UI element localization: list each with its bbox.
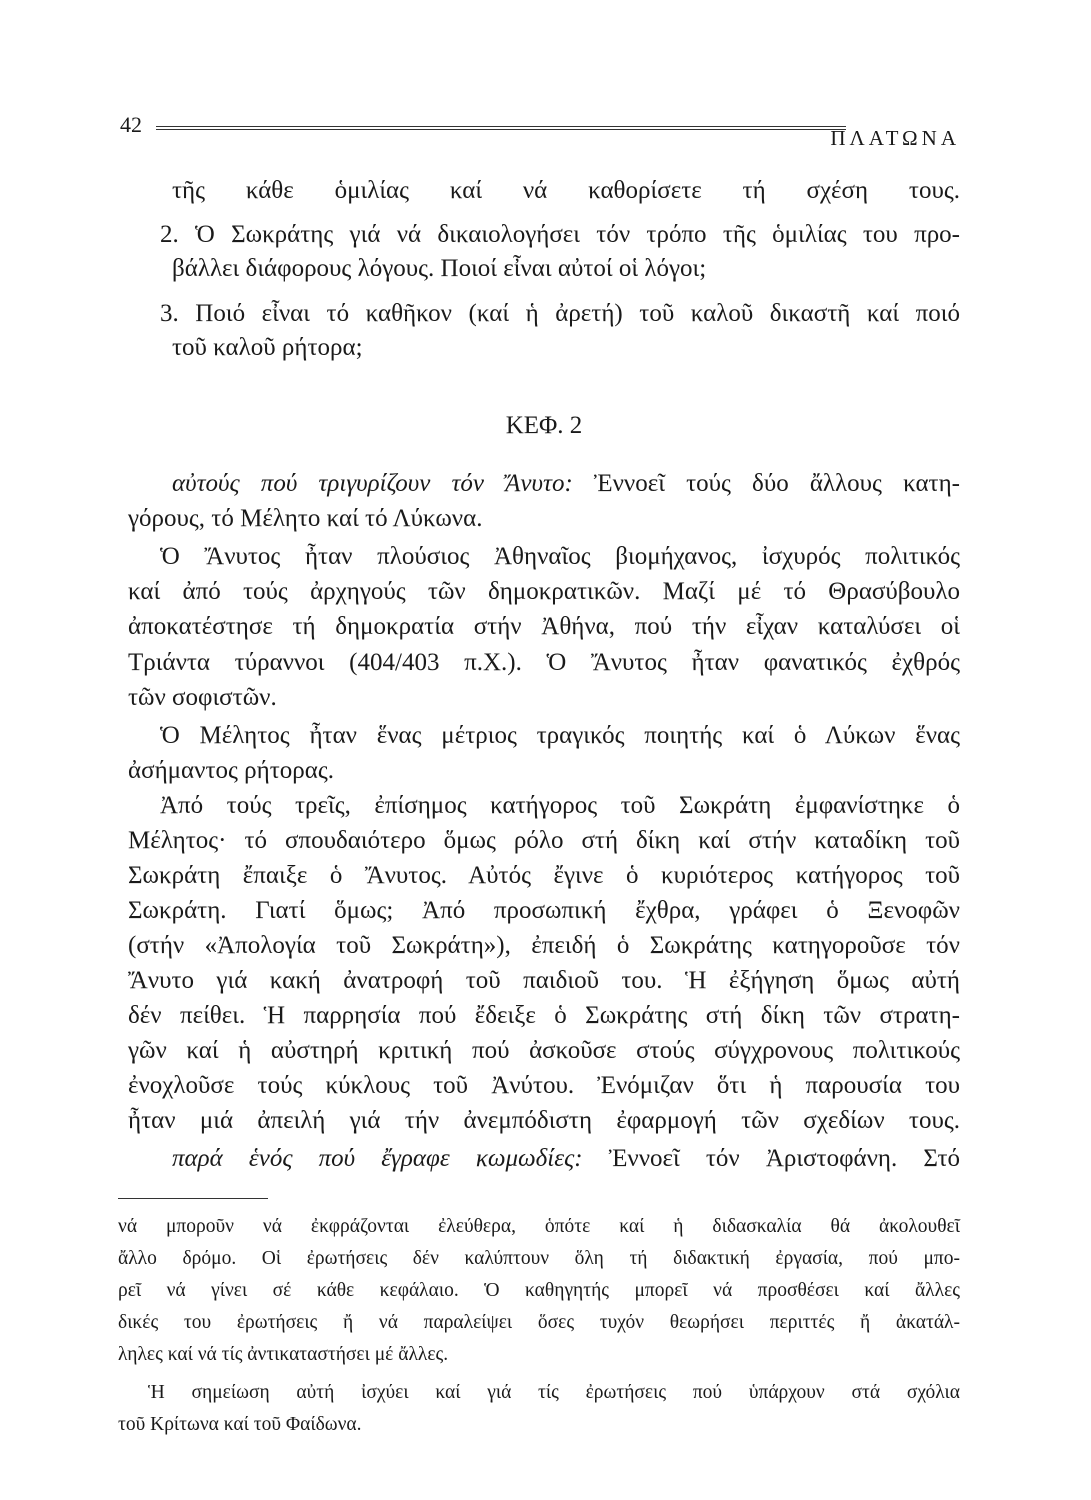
body-line: Σωκράτη. Γιατί ὅμως; Ἀπό προσωπική ἔχθρα, γράφει ὁ Ξενοφῶν	[128, 897, 960, 924]
body-line: ἀποκατέστησε τή δημοκρατία στήν Ἀθήνα, πού τήν εἶχαν καταλύσει οἱ	[128, 613, 960, 640]
footnote-line: Ἡ σημείωση αὐτή ἰσχύει καί γιά τίς ἐρωτήσεις πού ὑπάρχουν στά σχόλια	[148, 1382, 960, 1403]
footnote-line: τοῦ Κρίτωνα καί τοῦ Φαίδωνα.	[118, 1414, 362, 1435]
body-line: Τριάντα τύραννοι (404/403 π.Χ.). Ὁ Ἄνυτος ἦταν φανατικός ἐχθρός	[128, 649, 960, 676]
body-line: Ὁ Μέλητος ἦταν ἕνας μέτριος τραγικός ποιητής καί ὁ Λύκων ἕνας	[160, 722, 960, 749]
running-title: ΠΛΑΤΩΝΑ	[830, 126, 960, 150]
footnote-rule	[118, 1198, 268, 1199]
footnote-line: νά μποροῦν νά ἐκφράζονται ἐλεύθερα, ὁπότε καί ἡ διδασκαλία θά ἀκολουθεῖ	[118, 1216, 960, 1237]
body-line: Ἄνυτο γιά κακή ἀνατροφή τοῦ παιδιοῦ του. Ἡ ἐξήγηση ὅμως αὐτή	[128, 967, 960, 994]
body-line: δέν πείθει. Ἡ παρρησία πού ἔδειξε ὁ Σωκράτης στή δίκη τῶν στρατη-	[128, 1002, 960, 1029]
footnote-line: ἄλλο δρόμο. Οἱ ἐρωτήσεις δέν καλύπτουν ὅλη τή διδακτική ἐργασία, πού μπο-	[118, 1248, 960, 1269]
body-line: Ὁ Ἄνυτος ἦταν πλούσιος Ἀθηναῖος βιομήχανος, ἰσχυρός πολιτικός	[160, 543, 960, 570]
body-line: ἐνοχλοῦσε τούς κύκλους τοῦ Ἀνύτου. Ἐνόμιζαν ὅτι ἡ παρουσία του	[128, 1072, 960, 1099]
page-number: 42	[120, 112, 142, 137]
question-line: τῆς κάθε ὁμιλίας καί νά καθορίσετε τή σχέση τους.	[172, 177, 960, 204]
body-line: καί ἀπό τούς ἀρχηγούς τῶν δημοκρατικῶν. Μαζί μέ τό Θρασύβουλο	[128, 578, 960, 605]
lemma: αὐτούς πού τριγυρίζουν τόν Ἄνυτο:	[172, 470, 573, 497]
header-double-rule	[156, 126, 846, 132]
body-line: Σωκράτη ἔπαιξε ὁ Ἄνυτος. Αὐτός ἔγινε ὁ κυριότερος κατήγορος τοῦ	[128, 862, 960, 889]
lemma: παρά ἑνός πού ἔγραφε κωμωδίες:	[172, 1145, 583, 1172]
body-line: τῶν σοφιστῶν.	[128, 684, 277, 711]
body-line: (στήν «Ἀπολογία τοῦ Σωκράτη»), ἐπειδή ὁ Σωκράτης κατηγοροῦσε τόν	[128, 932, 960, 959]
body-line: ἀσήμαντος ρήτορας.	[128, 757, 334, 784]
body-line: παρά ἑνός πού ἔγραφε κωμωδίες: Ἐννοεῖ τόν Ἀριστοφάνη. Στό	[172, 1145, 961, 1172]
footnote-line: δικές του ἐρωτήσεις ἤ νά παραλείψει ὅσες τυχόν θεωρήσει περιττές ἤ ἀκατάλ-	[118, 1312, 960, 1333]
body-line: ἦταν μιά ἀπειλή γιά τήν ἀνεμπόδιστη ἐφαρμογή τῶν σχεδίων τους.	[128, 1107, 960, 1134]
question-line: τοῦ καλοῦ ρήτορα;	[172, 334, 363, 361]
question-line: βάλλει διάφορους λόγους. Ποιοί εἶναι αὐτοί οἱ λόγοι;	[172, 255, 707, 282]
question-line: 3. Ποιό εἶναι τό καθῆκον (καί ἡ ἀρετή) τοῦ καλοῦ δικαστῆ καί ποιό	[160, 300, 960, 327]
body-line: γόρους, τό Μέλητο καί τό Λύκωνα.	[128, 505, 483, 532]
body-line: γῶν καί ἡ αὐστηρή κριτική πού ἀσκοῦσε στούς σύγχρονους πολιτικούς	[128, 1037, 960, 1064]
body-line: Μέλητος· τό σπουδαιότερο ὅμως ρόλο στή δίκη καί στήν καταδίκη τοῦ	[128, 827, 960, 854]
body-line: αὐτούς πού τριγυρίζουν τόν Ἄνυτο: Ἐννοεῖ τούς δύο ἄλλους κατη-	[172, 470, 961, 497]
body-line: Ἀπό τούς τρεῖς, ἐπίσημος κατήγορος τοῦ Σωκράτη ἐμφανίστηκε ὁ	[160, 792, 960, 819]
footnote-line: ρεῖ νά γίνει σέ κάθε κεφάλαιο. Ὁ καθηγητής μπορεῖ νά προσθέσει καί ἄλλες	[118, 1280, 960, 1301]
chapter-heading: ΚΕΦ. 2	[505, 412, 583, 439]
footnote-line: ληλες καί νά τίς ἀντικαταστήσει μέ ἄλλες.	[118, 1344, 449, 1365]
running-header	[120, 112, 960, 152]
question-line: 2. Ὁ Σωκράτης γιά νά δικαιολογήσει τόν τρόπο τῆς ὁμιλίας του προ-	[160, 221, 960, 248]
